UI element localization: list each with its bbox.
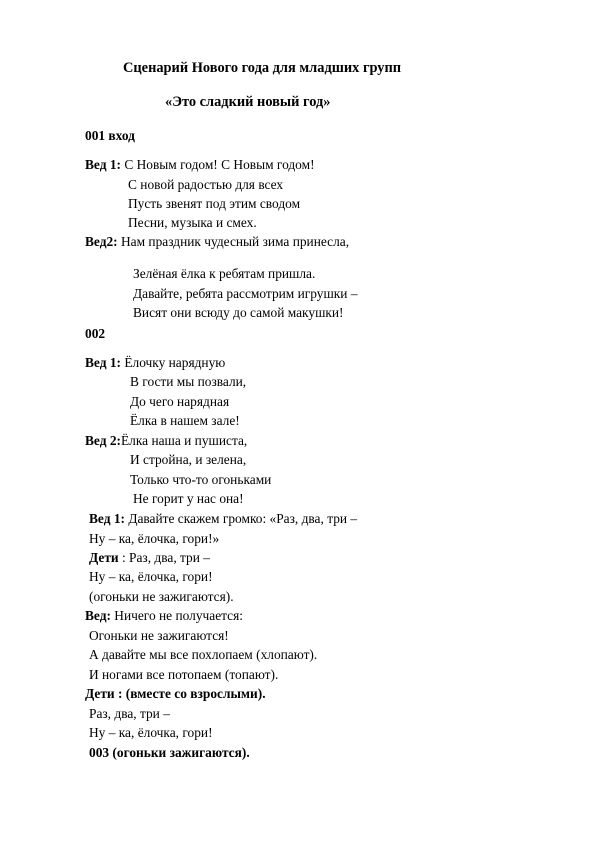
cue-003: 003 (огоньки зажигаются). bbox=[89, 745, 250, 760]
script-line: Только что-то огоньками bbox=[130, 472, 272, 487]
script-line bbox=[85, 157, 315, 173]
line-text: С Новым годом! С Новым годом! bbox=[120, 157, 315, 172]
script-line: Ну – ка, ёлочка, гори!» bbox=[89, 531, 220, 546]
script-line: Не горит у нас она! bbox=[133, 491, 244, 506]
speaker-label: Вед 1: bbox=[85, 355, 121, 370]
speaker-label: Вед: bbox=[85, 608, 111, 623]
speaker-label: Вед 1: bbox=[85, 157, 121, 172]
stage-direction: Дети : (вместе со взрослыми). bbox=[85, 686, 266, 701]
line-text: Ёлка наша и пушиста, bbox=[120, 433, 248, 448]
script-line: Ну – ка, ёлочка, гори! bbox=[89, 725, 213, 740]
speaker-label: Вед 2: bbox=[85, 433, 121, 448]
script-line: И ногами все потопаем (топают). bbox=[89, 667, 279, 682]
speaker-label: Вед 1: bbox=[89, 511, 125, 526]
script-line: Огоньки не зажигаются! bbox=[89, 628, 229, 643]
script-line: Песни, музыка и смех. bbox=[128, 215, 257, 230]
line-text: Ёлочку нарядную bbox=[120, 355, 226, 370]
stage-direction: (огоньки не зажигаются). bbox=[89, 589, 234, 604]
script-line bbox=[89, 511, 357, 527]
script-line: Давайте, ребята рассмотрим игрушки – bbox=[133, 286, 358, 301]
cue-002: 002 bbox=[85, 326, 106, 341]
script-line: Ну – ка, ёлочка, гори! bbox=[89, 569, 213, 584]
script-line: С новой радостью для всех bbox=[128, 177, 284, 192]
line-text: Нам праздник чудесный зима принесла, bbox=[117, 234, 350, 249]
script-line: Раз, два, три – bbox=[89, 706, 170, 721]
line-text: : Раз, два, три – bbox=[118, 550, 210, 565]
script-line: И стройна, и зелена, bbox=[130, 452, 247, 467]
script-line bbox=[85, 608, 243, 624]
script-line: А давайте мы все похлопаем (хлопают). bbox=[89, 647, 318, 662]
script-line bbox=[89, 550, 210, 566]
script-line: До чего нарядная bbox=[130, 394, 230, 409]
script-line: Зелёная ёлка к ребятам пришла. bbox=[133, 266, 316, 281]
speaker-label: Вед2: bbox=[85, 234, 118, 249]
script-line: В гости мы позвали, bbox=[130, 374, 247, 389]
script-line: Пусть звенят под этим сводом bbox=[128, 196, 301, 211]
script-line: Ёлка в нашем зале! bbox=[130, 413, 240, 428]
line-text: Давайте скажем громко: «Раз, два, три – bbox=[124, 511, 358, 526]
script-line bbox=[85, 355, 225, 371]
script-line bbox=[85, 234, 349, 250]
document-subtitle: «Это сладкий новый год» bbox=[165, 94, 331, 110]
speaker-label: Дети bbox=[89, 550, 119, 565]
script-line: Висят они всюду до самой макушки! bbox=[133, 305, 344, 320]
line-text: Ничего не получается: bbox=[110, 608, 243, 623]
cue-001-entrance: 001 вход bbox=[85, 128, 135, 143]
document-title: Сценарий Нового года для младших групп bbox=[123, 60, 402, 76]
script-line bbox=[85, 433, 247, 449]
